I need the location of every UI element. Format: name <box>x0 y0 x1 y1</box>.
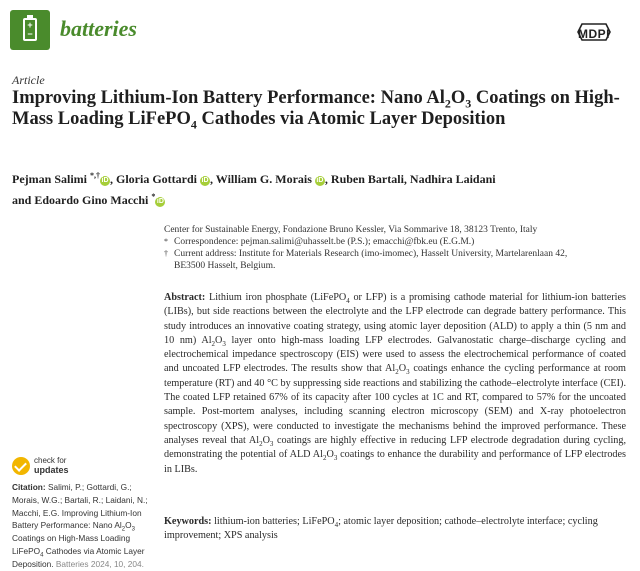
affiliations <box>164 224 624 272</box>
author-list: Pejman Salimi *,†iD , Gloria Gottardi iD , William G. Morais iD , Ruben Bartali, Nadhira Laidani and Edoardo Gino Macchi *iD <box>12 171 496 207</box>
correspondence-line: * Correspondence: pejman.salimi@uhasselt.be (P.S.); emacchi@fbk.eu (E.G.M.) <box>164 237 475 247</box>
author-name[interactable]: Pejman Salimi <box>12 172 87 186</box>
affiliation-line: Center for Sustainable Energy, Fondazione Bruno Kessler, Via Sommarive 18, 38123 Trento, Italy <box>164 225 538 235</box>
publisher-name: MDPI <box>578 27 610 41</box>
orcid-icon[interactable]: iD <box>316 177 324 184</box>
orcid-icon[interactable]: iD <box>101 177 109 184</box>
abstract-label: Abstract: <box>164 292 206 303</box>
citation-label: Citation: <box>12 482 46 492</box>
check-for-updates-button[interactable]: check for updates <box>12 455 82 477</box>
author-name[interactable]: Gloria Gottardi <box>116 172 197 186</box>
keywords-label: Keywords: <box>164 516 212 527</box>
article-type: Article <box>12 73 45 87</box>
article-title: Improving Lithium-Ion Battery Performance: Nano $Al_2O_3$ Coatings on High-Mass Loading LiFePO$_4$ Cathodes via Atomic Layer Deposition <box>12 88 620 132</box>
author-name[interactable]: William G. Morais <box>215 172 312 186</box>
keywords: Keywords: lithium-ion batteries; LiFePO$_4$; atomic layer deposition; cathode–electrolyte interface; cycling improvement; XPS analysis <box>164 516 598 542</box>
citation: Citation: Salimi, P.; Gottardi, G.; Morais, W.G.; Bartali, R.; Laidani, N.; Macchi, E.G. Improving Lithium-Ion Battery Performance: Nano $Al_2O_3$ Coatings on High-Mass Loading LiFePO$_4$ Cathodes via Atomic Layer Deposition. Batteries 2024, 10, 204. <box>12 482 148 569</box>
mdpi-logo-icon[interactable] <box>570 18 618 46</box>
orcid-icon[interactable]: iD <box>201 177 209 184</box>
check-mark-icon <box>12 457 30 475</box>
author-name[interactable]: Ruben Bartali <box>330 172 404 186</box>
orcid-icon[interactable]: iD <box>156 198 164 205</box>
author-name[interactable]: Nadhira Laidani <box>409 172 496 186</box>
journal-name[interactable]: batteries <box>60 16 137 41</box>
abstract: Abstract: Lithium iron phosphate (LiFePO$_4$ or LFP) is a promising cathode material for lithium-ion batteries (LIBs), but side reactions between the electrolyte and the LFP electrode can degrade battery performance. This study introduces an innovative coating strategy, using atomic layer deposition (ALD) to apply a thin (5 nm and 10 nm) $Al_2O_3$ layer onto high-mass loading LFP electrodes. Galvanostatic charge–discharge cycling and electrochemical impedance spectroscopy (EIS) were used to assess the electrochemical performance of coated and uncoated LFP electrodes. The results show that $Al_2O_3$ coatings enhance the cycling performance at room temperature (RT) and 40 °C by suppressing side reactions and stabilizing the cathode–electrolyte interface (CEI). The coated LFP retained 67% of its capacity after 100 cycles at 1C and RT, compared to 57% for the uncoated sample. Post-mortem analyses, including scanning electron microscopy (SEM) and X-ray photoelectron spectroscopy (XPS), were conducted to investigate the mechanisms behind the improved performance. These analyses reveal that $Al_2O_3$ coatings are highly effective in reducing LFP electrode degradation during cycling, demonstrating the potential of ALD $Al_2O_3$ coatings to enhance the durability and performance of LFP electrodes in LIBs. <box>164 292 627 475</box>
author-name[interactable]: Edoardo Gino Macchi <box>34 193 149 207</box>
author-joiner: and <box>12 193 32 207</box>
current-address-line: † Current address: Institute for Materials Research (imo-imomec), Hasselt University, Martelarenlaan 42, BE3500 Hasselt, Belgium. <box>164 249 568 271</box>
batteries-logo-icon[interactable]: + − <box>10 10 50 50</box>
